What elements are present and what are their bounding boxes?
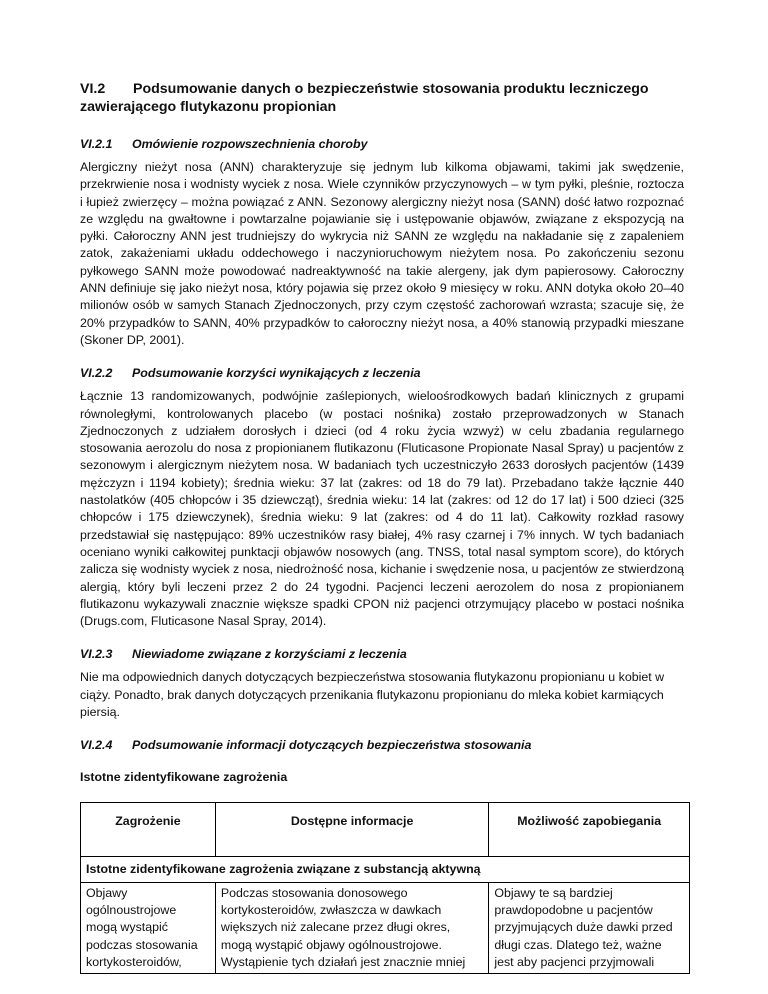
title-number: VI.2 bbox=[80, 81, 106, 97]
section-body-vi-2-3: Nie ma odpowiednich danych dotyczących bezpieczeństwa stosowania flutykazonu propionianu u kobiet w ciąży. Ponadto, brak danych dotyczących przenikania flutykazonu propionianu do mleka kobiet karmiących piersią. bbox=[80, 670, 665, 720]
section-number: VI.2.2 bbox=[80, 366, 113, 381]
group-title: Istotne zidentyfikowane zagrożenia związane z substancją aktywną bbox=[81, 857, 690, 882]
document-page bbox=[80, 80, 684, 974]
title-line-1: Podsumowanie danych o bezpieczeństwie stosowania produktu leczniczego bbox=[133, 81, 649, 97]
info-cell: Podczas stosowania donosowego kortykosteroidów, zwłaszcza w dawkach większych niż zalecane przez długi okres, mogą wystąpić objawy ogólnoustrojowe. Wystąpienie tych działań jest znacznie mniej bbox=[215, 882, 488, 973]
risk-table bbox=[80, 802, 690, 974]
section-title: Podsumowanie korzyści wynikających z leczenia bbox=[132, 366, 421, 381]
column-header-prevention: Możliwość zapobiegania bbox=[489, 803, 690, 857]
section-number: VI.2.3 bbox=[80, 647, 113, 662]
section-heading-vi-2-3 bbox=[80, 647, 684, 662]
risk-cell: Objawy ogólnoustrojowe mogą wystąpić podczas stosowania kortykosteroidów, bbox=[81, 882, 216, 973]
section-number: VI.2.4 bbox=[80, 738, 113, 753]
section-number: VI.2.1 bbox=[80, 137, 113, 151]
document-title bbox=[80, 80, 684, 116]
section-heading-vi-2-4 bbox=[80, 738, 684, 753]
title-line-2: zawierającego flutykazonu propionian bbox=[80, 99, 337, 115]
risks-subheading: Istotne zidentyfikowane zagrożenia bbox=[80, 770, 288, 785]
section-title: Niewiadome związane z korzyściami z leczenia bbox=[132, 647, 407, 662]
column-header-info: Dostępne informacje bbox=[215, 803, 488, 857]
column-header-risk: Zagrożenie bbox=[81, 803, 216, 857]
prevention-cell: Objawy te są bardziej prawdopodobne u pacjentów przyjmujących duże dawki przed długi czas. Dlatego też, ważne jest aby pacjenci przyjmowali bbox=[489, 882, 690, 973]
section-heading-vi-2-2 bbox=[80, 366, 684, 381]
table-row bbox=[81, 882, 690, 973]
section-body-vi-2-2: Łącznie 13 randomizowanych, podwójnie zaślepionych, wieloośrodkowych badań klinicznych z grupami równoległymi, kontrolowanych placebo (w postaci nośnika) zostało przeprowadzonych w Stanach Zjednoczonych z udziałem dorosłych i dzieci (od 4 roku życia wzwyż) w celu zbadania regularnego stosowania aerozolu do nosa z propionianem flutikazonu (Fluticasone Propionate Nasal Spray) u pacjentów z sezonowym i alergicznym nieżytem nosa. W badaniach tych uczestniczyło 2633 dorosłych pacjentów (1439 mężczyzn i 1194 kobiety); średnia wieku: 37 lat (zakres: od 18 do 79 lat). Przebadano także łącznie 440 nastolatków (405 chłopców i 35 dziewcząt), średnia wieku: 14 lat (zakres: od 12 do 17 lat) i 500 dzieci (325 chłopców i 175 dziewczynek), średnia wieku: 9 lat (zakres: od 4 do 11 lat). Całkowity rozkład rasowy przedstawiał się następująco: 89% uczestników rasy białej, 4% rasy czarnej i 7% innych. W tych badaniach oceniano wyniki całkowitej punktacji objawów nosowych (ang. TNSS, total nasal symptom score), do których zalicza się wodnisty wyciek z nosa, niedrożność nosa, kichanie i swędzenie nosa, u pacjentów ze stwierdzoną alergią, który byli leczeni przez 2 do 24 tygodni. Pacjenci leczeni aerozolem do nosa z propionianem flutikazonu wykazywali znacznie większe spadki CPON niż pacjenci otrzymujący placebo w postaci nośnika (Drugs.com, Fluticasone Nasal Spray, 2014). bbox=[80, 389, 684, 629]
section-body-vi-2-1: Alergiczny nieżyt nosa (ANN) charakteryzuje się jednym lub kilkoma objawami, takimi jak swędzenie, przekrwienie nosa i wodnisty wyciek z nosa. Wiele czynników przyczynowych – w tym pyłki, pleśnie, roztocza i łupież zwierzęcy – można powiązać z ANN. Sezonowy alergiczny nieżyt nosa (SANN) dość łatwo rozpoznać ze względu na gwałtowne i powtarzalne pojawianie się i ustępowanie objawów, związane z ekspozycją na pyłki. Całoroczny ANN jest trudniejszy do wykrycia niż SANN ze względu na nakładanie się z zapaleniem zatok, zakażeniami układu oddechowego i naczynioruchowym nieżytem nosa. Po zakończeniu sezonu pyłkowego SANN może powodować nadreaktywność na takie alergeny, jak dym papierosowy. Całoroczny ANN definiuje się jako nieżyt nosa, który pojawia się przez około 9 miesięcy w roku. ANN dotyka około 20–40 milionów osób w samych Stanach Zjednoczonych, przy czym częstość zachorowań wzrasta; szacuje się, że 20% przypadków to SANN, 40% przypadków to całoroczny nieżyt nosa, a 40% stanowią przypadki mieszane (Skoner DP, 2001). bbox=[80, 160, 684, 347]
section-title: Omówienie rozpowszechnienia choroby bbox=[132, 137, 368, 151]
section-heading-vi-2-1 bbox=[80, 137, 684, 152]
table-header-row bbox=[81, 803, 690, 857]
section-title: Podsumowanie informacji dotyczących bezpieczeństwa stosowania bbox=[132, 738, 532, 753]
table-group-row bbox=[81, 857, 690, 882]
